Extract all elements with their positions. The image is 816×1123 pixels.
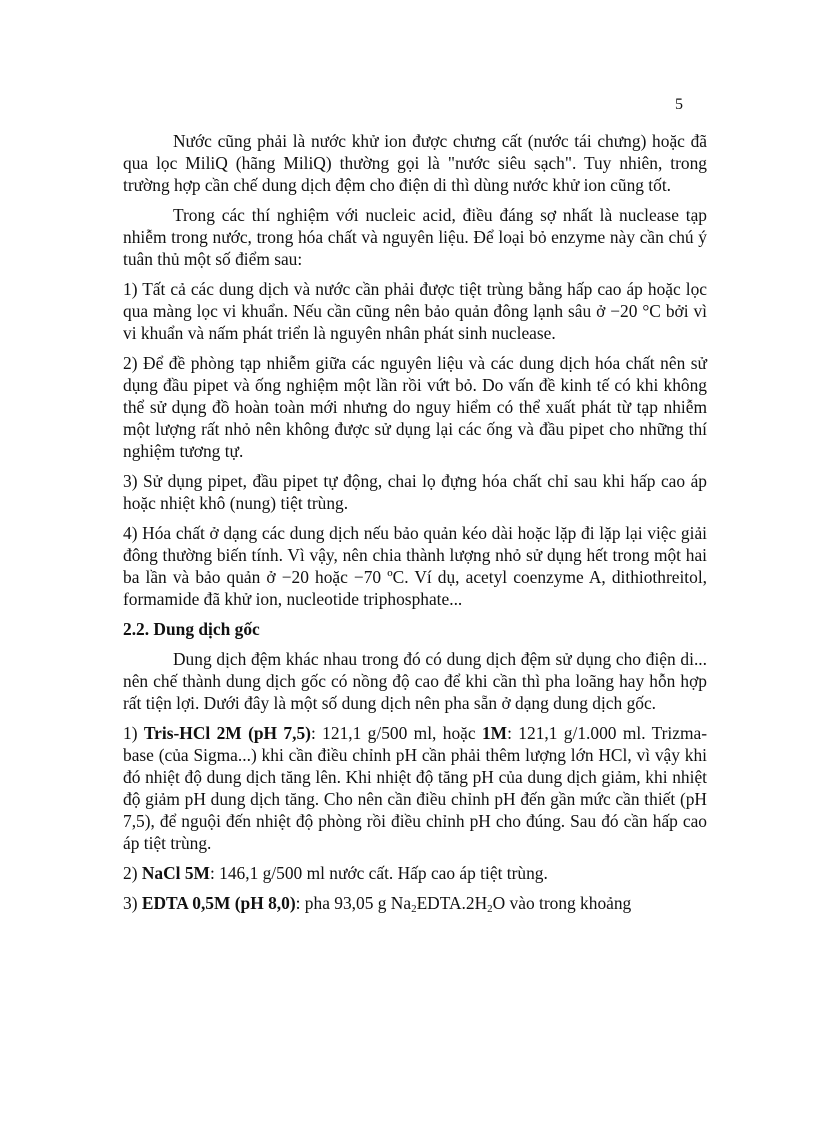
stock-item-nacl: [123, 862, 707, 884]
paragraph: Trong các thí nghiệm với nucleic acid, điều đáng sợ nhất là nuclease tạp nhiễm trong nước, trong hóa chất và nguyên liệu. Để loại bỏ enzyme này cần chú ý tuân thủ một số điểm sau:: [123, 205, 707, 269]
reagent-name: Tris-HCl 2M (pH 7,5): [143, 723, 311, 743]
subscript: 2: [411, 903, 417, 915]
section-heading: 2.2. Dung dịch gốc: [123, 619, 260, 639]
item-text: EDTA.2H: [416, 893, 488, 913]
paragraph: Dung dịch đệm khác nhau trong đó có dung dịch đệm sử dụng cho điện di... nên chế thành dung dịch gốc có nồng độ cao để khi cần thì pha loãng hay hỗn hợp rất tiện lợi. Dưới đây là một số dung dịch nên pha sẵn ở dạng dung dịch gốc.: [123, 649, 707, 713]
item-number: 1): [123, 723, 144, 743]
item-text: : 146,1 g/500 ml nước cất. Hấp cao áp tiệt trùng.: [209, 863, 548, 883]
list-item: 2) Để đề phòng tạp nhiễm giữa các nguyên liệu và các dung dịch hóa chất nên sử dụng đầu pipet và ống nghiệm một lần rồi vứt bỏ. Do vấn đề kinh tế có khi không thể sử dụng đồ hoàn toàn mới nhưng do nguy hiểm có thể xuất phát từ tạp nhiễm một lượng rất nhỏ nên không được sử dụng lại các ống và đầu pipet cho những thí nghiệm tương tự.: [123, 353, 707, 461]
page-number: 5: [675, 96, 683, 113]
list-item: 1) Tất cả các dung dịch và nước cần phải được tiệt trùng bằng hấp cao áp hoặc lọc qua màng lọc vi khuẩn. Nếu cần cũng nên bảo quản đông lạnh sâu ở −20 °C bởi vì vi khuẩn và nấm phát triển là nguyên nhân phát sinh nuclease.: [123, 279, 707, 343]
reagent-concentration: 1M: [481, 723, 508, 743]
item-text: O vào trong khoảng: [492, 893, 632, 913]
reagent-name: EDTA 0,5M (pH 8,0): [141, 893, 296, 913]
item-text: : 121,1 g/1.000 ml. Trizma-base (của Sigma...) khi cần điều chỉnh pH cần phải thêm lượng lớn HCl, vì vậy khi đó nhiệt độ dung dịch tăng lên. Khi nhiệt độ tăng pH của dung dịch giảm, khi nhiệt độ giảm pH dung dịch tăng. Cho nên cần điều chỉnh pH đến gần mức cần thiết (pH 7,5), để nguội đến nhiệt độ phòng rồi điều chỉnh pH cho đúng. Sau đó cần hấp cao áp tiệt trùng.: [123, 723, 707, 853]
list-item: 4) Hóa chất ở dạng các dung dịch nếu bảo quản kéo dài hoặc lặp đi lặp lại việc giải đông thường biến tính. Vì vậy, nên chia thành lượng nhỏ sử dụng hết trong một hai ba lần và bảo quản ở −20 hoặc −70 ºC. Ví dụ, acetyl coenzyme A, dithiothreitol, formamide đã khử ion, nucleotide triphosphate...: [123, 523, 707, 609]
list-item: 3) Sử dụng pipet, đầu pipet tự động, chai lọ đựng hóa chất chỉ sau khi hấp cao áp hoặc nhiệt khô (nung) tiệt trùng.: [123, 471, 707, 513]
item-text: : 121,1 g/500 ml, hoặc: [310, 723, 482, 743]
item-number: 3): [123, 893, 142, 913]
subscript: 2: [487, 903, 493, 915]
stock-item-tris: [123, 722, 707, 854]
paragraph: Nước cũng phải là nước khử ion được chưng cất (nước tái chưng) hoặc đã qua lọc MiliQ (hãng MiliQ) thường gọi là "nước siêu sạch". Tuy nhiên, trong trường hợp cần chế dung dịch đệm cho điện di thì dùng nước khử ion cũng tốt.: [123, 131, 707, 195]
stock-item-edta: [123, 892, 707, 914]
item-number: 2): [123, 863, 142, 883]
item-text: : pha 93,05 g Na: [295, 893, 412, 913]
reagent-name: NaCl 5M: [141, 863, 210, 883]
document-body: [123, 130, 707, 922]
